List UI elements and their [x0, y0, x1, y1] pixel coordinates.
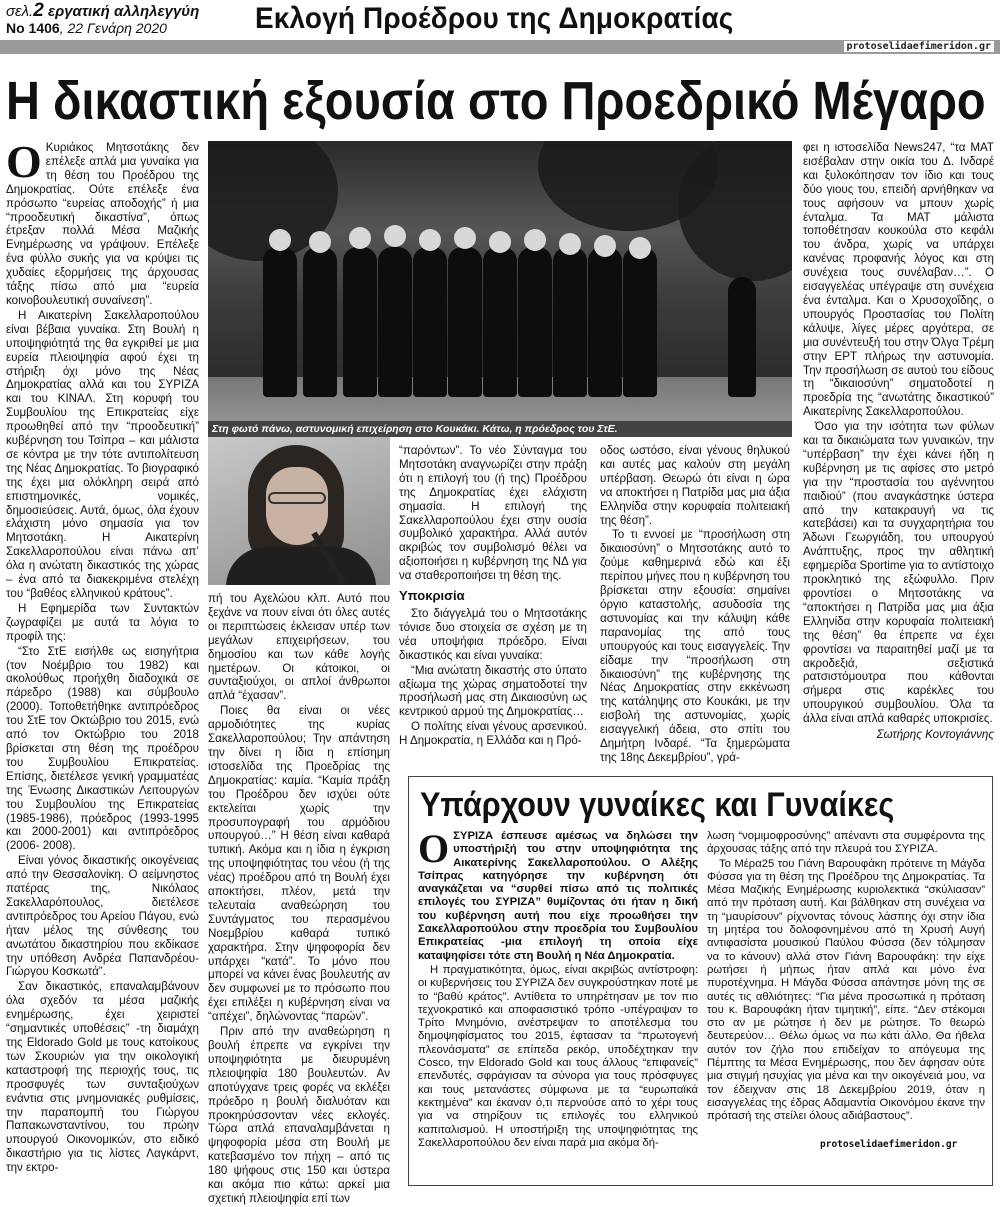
issue-number: Νο 1406: [6, 20, 60, 36]
box-column-right: [707, 830, 985, 1125]
paragraph: “Στο ΣτΕ εισήλθε ως εισηγήτρια (τον Νοέμβριο του 1982) και ακολούθως προήχθη διαδοχικά σε πάρεδρο (1988) και σύμβουλο (2000). Τοποθετήθηκε αντιπρόεδρος του ΣτΕ τον Οκτώβριο του 2015, ενώ από τον Οκτώβριο του 2018 βρίσκεται στη θέση της προέδρου του Συμβουλίου Επικρατείας. Επίσης, διετέλεσε γενική γραμματέας της Ένωσης Δικαστικών Λειτουργών του Συμβουλίου της Επικρατείας (1985-1986), πρόεδρος (1993-1995 και 2000-2001) και αντιπρόεδρος (2006- 2008).: [6, 644, 199, 853]
paragraph: Η πραγματικότητα, όμως, είναι ακριβώς αντίστροφη: οι κυβερνήσεις του ΣΥΡΙΖΑ δεν συγκρούστηκαν ποτέ με το “βαθύ κράτος”. Αντίθετα το υπηρέτησαν με τον πιο τεχνοκρατικό και αποφασιστικό τρόπο -υπέγραψαν το Τρίτο Μνημόνιο, ανέστρεψαν το αποτέλεσμα του δημοψηφίσματος του 2015, έφτασαν τα “πρωτογενή πλεονάσματα” σε επίπεδα ρεκόρ, υποδέχτηκαν την Cosco, την Eldorado Gold και τους άλλους “επιφανείς” επενδυτές, σφράγισαν τα σύνορα για τους πρόσφυγες και τους μετανάστες σύμφωνα με τα “ευρωπαϊκά κεκτημένα” και έκαναν ό,τι περνούσε από το χέρι τους για να στηρίξουν τις επιλογές του ελληνικού καπιταλισμού. Η υποστήριξη της υποψηφιότητας της Σακελλαροπούλου δεν είναι παρά μια ακόμα δή-: [418, 963, 698, 1149]
paragraph: [418, 826, 698, 963]
paragraph: φει η ιστοσελίδα News247, “τα ΜΑΤ εισέβαλαν στην οικία του Δ. Ινδαρέ και ξυλοκόπησαν τον ίδιο και τους δύο γιους του, επειδή αρνήθηκαν να τους αφήσουν να μπουν χωρίς ένταλμα. Τα ΜΑΤ μάλιστα τοποθέτησαν κουκούλα στο κεφάλι του άνδρα, χωρίς να υπάρχει κανένας προφανής λόγος και στη συνέχεια τους συνέλαβαν…”. Ο εισαγγελέας υπέγραψε στη συνέχεια ένα ένταλμα. Και ο Χρυσοχοΐδης, ο υπουργός Προστασίας του Πολίτη κάλυψε, λίγες μέρες αργότερα, σε μια συνέντευξή του στην Όλγα Τρέμη στην ΕΡΤ πλήρως την αστυνομία. Την προσήλωση σε αυτού του είδους τη “δικαιοσύνη” σηματοδοτεί η προεδρία της “ανωτάτης δικαστικού” Αικατερίνης Σακελλαροπούλου.: [803, 141, 994, 419]
paragraph: οδος ωστόσο, είναι γένους θηλυκού και αυτές μας καλούν στη μεγάλη υπέρβαση. Θεωρώ ότι είναι η ώρα να αποκτήσει η Πατρίδα μας μια άξια Ελληνίδα στην κορυφαία πολιτειακή της θέση”.: [600, 444, 790, 527]
sidebar-article-title: Υπάρχουν γυναίκες και Γυναίκες: [420, 786, 895, 824]
paragraph: Είναι γόνος δικαστικής οικογένειας από την Θεσσαλονίκη. Ο αείμνηστος πατέρας της, Νικόλαος Σακελλαρόπουλος, διετέλεσε αντιπρόεδρος του Αρείου Πάγου, ενώ ήταν μέλος της σύνθεσης του ανωτάτου δικαστηρίου που εκδίκασε την υπόθεση Ανδρέα Παπανδρέου-Γιώργου Κοσκωτά”.: [6, 854, 199, 979]
paragraph: Πριν από την αναθεώρηση η βουλή έπρεπε να εγκρίνει την υποψηφιότητα με διευρυμένη πλειοψηφία 180 βουλευτών. Αν αποτύγχανε τρεις φορές να εκλέξει πρόεδρο η βουλή διαλυόταν και προκηρύσσονταν νέες εκλογές. Τώρα απλά επαναλαμβάνεται η ψηφοφορία μέσα στη Βουλή με κατεβασμένο τον πήχη – από τις 180 ψήφους στις 150 και ύστερα και ακόμα πιο κάτω: αρκεί μια σχετική πλειοψηφία επί των: [208, 1025, 390, 1205]
paragraph: Ο πολίτης είναι γένους αρσενικού. Η Δημοκρατία, η Ελλάδα και η Πρό-: [399, 720, 587, 748]
paragraph: Η Εφημερίδα των Συντακτών ζωγραφίζει με αυτά τα λόγια το προφίλ της:: [6, 601, 199, 643]
paragraph: Σαν δικαστικός, επαναλαμβάνουν όλα σχεδόν τα μέσα μαζικής ενημέρωσης, έχει χειριστεί “σημαντικές υποθέσεις” -τη διαμάχη της Eldorado Gold με τους κατοίκους των Σκουριών για την οικολογική καταστροφή της περιοχής τους, τις προσφυγές των συνταξιούχων ενάντια στις μνημονιακές ρυθμίσεις, την παραπομπή του Γιώργου Παπακωνσταντίνου, του πρώην υπουργού Οικονομικών, στο ειδικό δικαστήριο για τις λίστες Λαγκάρντ, την εκτρο-: [6, 980, 199, 1175]
paragraph: [6, 136, 199, 308]
site-watermark: protoselidaefimeridon.gr: [844, 41, 995, 52]
portrait-photo: [208, 437, 390, 585]
photo-caption: Στη φωτό πάνω, αστυνομική επιχείρηση στο Κουκάκι. Κάτω, η πρόεδρος του ΣτΕ.: [208, 421, 792, 437]
paragraph: Ποιες θα είναι οι νέες αρμοδιότητες της κυρίας Σακελλαροπούλου; Την απάντηση την δίνει η ίδια η επίσημη ιστοσελίδα της Προεδρίας της Δημοκρατίας: καμία. “Καμία πράξη του Προέδρου δεν ισχύει ούτε εκτελείται χωρίς την προσυπογραφή του αρμόδιου υπουργού…” Η θέση είναι καθαρά τυπική. Ακόμα και η ίδια η έγκριση της υποψηφιότητας του νέου (ή της νέας) προέδρου από τη Βουλή έχει αποκτήσει, πλέον, μετά την τελευταία αναθεώρηση του Συντάγματος του περασμένου Νοεμβρίου καθαρά τυπικό χαρακτήρα. Στην ψηφοφορία δεν υπάρχει “κατά”. Το μόνο που μπορεί να κάνει ένας βουλευτής αν δεν συμφωνεί με το πρόσωπο που έχει επιλέξει η κυβέρνηση είναι να “απέχει”, δηλώνοντας “παρών”.: [208, 704, 390, 1024]
author-signature: Σωτήρης Κοντογιάννης: [876, 728, 994, 742]
drop-cap: Ο: [6, 136, 42, 187]
box-column-left: [418, 826, 698, 1151]
paragraph: Το Μέρα25 του Γιάνη Βαρουφάκη πρότεινε τη Μάγδα Φύσσα για τη θέση της Προέδρου της Δημοκρατίας. Τα Μέσα Μαζικής Ενημέρωσης κυριολεκτικά “σκύλιασαν” από την πρόταση αυτή. Και βάλθηκαν στη συνέχεια να τη “μαυρίσουν” ρίχνοντας τόνους λάσπης όχι στην ίδια τη μητέρα του δολοφονημένου από τη Χρυσή Αυγή αντιφασίστα μουσικού Παύλου Φύσσα (δεν τόλμησαν να το κάνουν) αλλά στον Γιάνη Βαρουφάκη: την είχε ρωτήσει ή μήπως ήταν απλά και μόνο ένα πυροτέχνημα. Η Μάγδα Φύσσα απάντησε μόνη της σε αυτές τις αθλιότητες: “Για μένα προσωπικά η πρόταση του κ. Βαρουφάκη ήταν τιμητική”, είπε. “Δεν στέκομαι στο αν με ρώτησε ή δεν με ρώτησε. Το θεωρώ δευτερεύον… Θέλω όμως να πω κάτι άλλο. Θα ήθελα αυτόν τον ζήλο που επιδείχαν το απόγευμα της Πέμπτης τα Μέσα Ενημέρωσης, που δεν άφησαν ούτε μια στιγμή ησυχίας για μένα και την οικογένειά μου, να τον έδειχναν στις 18 Δεκεμβρίου 2019, όταν η εισαγγελέας της έδρας Αδαμαντία Οικονόμου έκανε την πρότασή της στείλει όλους αδιάβαστους”.: [707, 857, 985, 1123]
paragraph: πή του Αχελώου κλπ. Αυτό που ξεχάνε να πουν είναι ότι όλες αυτές οι περιπτώσεις έκλεισαν υπέρ των μεγάλων επιχειρήσεων, του δημοσίου και των κάθε λογής ημετέρων. Οι κάτοικοι, οι συνταξιούχοι, οι απλοί άνθρωποι απλά “έχασαν”.: [208, 592, 390, 703]
column-2: [208, 592, 390, 1207]
paragraph: “Μια ανώτατη δικαστής στο ύπατο αξίωμα της χώρας σηματοδοτεί την προσήλωσή μας στη Δικαιοσύνη ως κεντρικού αρμού της Δημοκρατίας…: [399, 663, 587, 719]
masthead: [6, 2, 246, 36]
headline: Η δικαστική εξουσία στο Προεδρικό Μέγαρο: [6, 71, 986, 131]
newspaper-name: εργατική αλληλεγγύη: [47, 3, 200, 20]
paragraph-text: ΣΥΡΙΖΑ έσπευσε αμέσως να δηλώσει την υποστήριξή του στην υποψηφιότητα της Αικατερίνης Σακελλαροπούλου. Ο Αλέξης Τσίπρας κατηγόρησε την κυβέρνηση ότι αναγκάζεται να “συρθεί πίσω από τις πολιτικές επιλογές του ΣΥΡΙΖΑ” θυμίζοντας ότι ήταν η δική του κυβέρνηση αυτή που είχε προωθήσει την Σακελλαροπούλου στην προεδρία του Συμβουλίου Επικρατείας -μια επιλογή τη οποία είχε καταψηφίσει τότε στη Βουλή η Νέα Δημοκρατία.: [418, 830, 698, 962]
issue-date: , 22 Γενάρη 2020: [59, 20, 167, 36]
column-1: [6, 136, 199, 1176]
paragraph: Όσο για την ισότητα των φύλων και τα δικαιώματα των γυναικών, την “υπέρβαση” την έχει κάνει ήδη η κυβέρνηση με τις αφίσες στο μετρό για την “προστασία του αγέννητου παιδιού” (που αναγκάστηκε ύστερα από την κατακραυγή να τις κατεβάσει) και τα συγχαρητήρια του Άδωνι Γεωργιάδη, του υπουργού Ανάπτυξης, προς την αθλητική εφημερίδα Sportime για το αντίστοιχο προκλητικό της εξώφυλλο. Πριν φροντίσει ο Μητσοτάκης να “αποκτήσει η Πατρίδα μας μια άξια Ελληνίδα στην κορυφαία πολιτειακή της θέση” θα έπρεπε να έχει φροντίσει να παραιτηθεί μαζί με τα ακροδεξιά, σεξιστικά ρατσιστόμουτρα που κάθονται σήμερα στις καρέκλες του υπουργικού συμβουλίου. Όλα τα άλλα είναι απλά καθαρές υποκρισίες.: [803, 420, 994, 726]
site-watermark-footer: protoselidaefimeridon.gr: [820, 1139, 958, 1150]
section-title: Εκλογή Προέδρου της Δημοκρατίας: [255, 2, 734, 35]
column-5: [803, 141, 994, 742]
paragraph: “παρόντων”. Το νέο Σύνταγμα του Μητσοτάκη αναγνωρίζει στην πράξη ότι η επιλογή του (ή της) Προέδρου της Δημοκρατίας έχει ελάχιστη σημασία. Η επιλογή της Σακελλαροπούλου έχει στην ουσία συμβολικό χαρακτήρα. Αλλά αυτόν ακριβώς τον συμβολισμό θέλει να αξιοποιήσει η κυβέρνηση της ΝΔ για να σταθεροποιήσει τη θέση της.: [399, 444, 587, 583]
police-operation-photo: [208, 141, 792, 437]
paragraph: Η Αικατερίνη Σακελλαροπούλου είναι βέβαια γυναίκα. Στη Βουλή η υποψηφιότητά της θα εγκριθεί με μια ευρεία πλειοψηφία αφού έχει τη στήριξη όχι μόνο της Νέας Δημοκρατίας αλλά και του ΣΥΡΙΖΑ και του ΚΙΝΑΛ. Στη κορυφή του Συμβουλίου της Επικρατείας είχε προωθηθεί από την “προοδευτική” κυβέρνηση του Τσίπρα – και μάλιστα σε κόντρα με την τότε αντιπολίτευση της Νέας Δημοκρατίας. Το βιογραφικό της έχει μια ολόκληρη σειρά από επιστημονικές, νομικές, δημοσιεύσεις. Αυτά, όμως, όλα έχουν ελάχιστη μόνο σημασία για τον Μητσοτάκη. Η Αικατερίνη Σακελλαροπούλου είναι πάνω απ’ όλα η ανώτατη δικαστικός της χώρας – ένα από τα διακεκριμένα στελέχη του “βαθέος ελληνικού κράτους”.: [6, 308, 199, 600]
page-label: [6, 2, 246, 20]
paragraph-text: Κυριάκος Μητσοτάκης δεν επέλεξε απλά μια γυναίκα για τη θέση του Προέδρου της Δημοκρατίας. Ούτε επέλεξε ένα πρόσωπο “ευρείας αποδοχής” ή μια “προοδευτική δικαστίνα”, όπως έτρεξαν πολλά Μέσα Μαζικής Ενημέρωσης να γράψουν. Επέλεξε ένα φύλλο συκής για να κρύψει τις χυδαίες εξορμήσεις της άρχουσας τάξης πίσω από μια “ευρεία κοινοβουλευτική συναίνεση”.: [6, 141, 199, 307]
page-number: 2: [33, 0, 44, 21]
subheading: Υποκρισία: [399, 588, 465, 604]
column-3: [399, 444, 587, 749]
drop-cap: O: [418, 826, 450, 871]
paragraph: Στο διάγγελμά του ο Μητσοτάκης τόνισε δυο στοιχεία σε σχέση με τη νέα υποψήφια πρόεδρο. Είναι δικαστικός και είναι γυναίκα:: [399, 606, 587, 662]
paragraph: λωση “νομιμοφροσύνης” απέναντι στα συμφέροντα της άρχουσας τάξης από την πλευρά του ΣΥΡΙΖΑ.: [707, 830, 985, 856]
issue-line: [6, 20, 246, 36]
paragraph: Το τι εννοεί με “προσήλωση στη δικαιοσύνη” ο Μητσοτάκης αυτό το ζούμε καθημερινά εδώ και έξι περίπου μήνες που η κυβέρνηση του βρίσκεται στην εξουσία: σημαίνει όργιο καταστολής, ασυδοσία της αστυνομίας και την κάλυψη κάθε παρανομίας της από τους υπουργούς και τους εισαγγελείς. Την είδαμε την “προσήλωση στη δικαιοσύνη” της κυβέρνησης της Νέας Δημοκρατίας στην εκκένωση της κατάληψης στο Κουκάκι, με την εισβολή της αστυνομίας, χωρίς εισαγγελική άδεια, στο σπίτι του Δημήτρη Ινδαρέ. “Τα ξημερώματα της 18ης Δεκεμβρίου”, γρά-: [600, 528, 790, 764]
page-prefix: σελ.: [6, 3, 34, 20]
column-4: [600, 444, 790, 766]
